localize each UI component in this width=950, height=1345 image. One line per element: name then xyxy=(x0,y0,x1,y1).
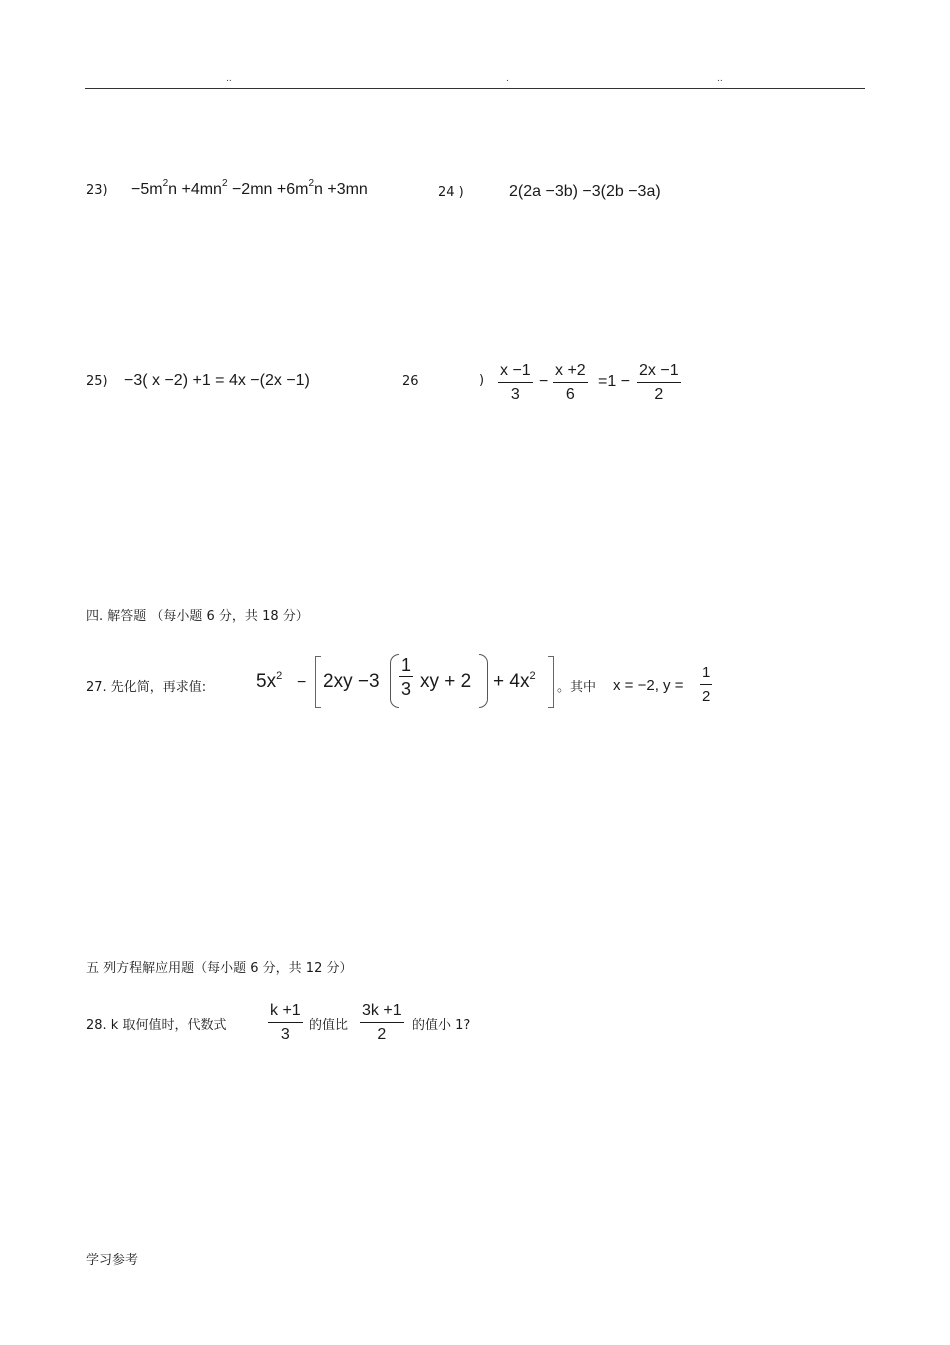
q26-f2-numerator: x +2 xyxy=(553,362,588,383)
header-mark-right: .. xyxy=(717,74,723,84)
q27-p5: + 4x xyxy=(493,671,530,692)
q27-left-square-bracket xyxy=(315,656,321,708)
header-rule xyxy=(85,88,865,89)
q26-paren: ) xyxy=(479,373,485,388)
q27-p1: 5x xyxy=(256,671,277,692)
q27-term-5x2 xyxy=(256,671,282,693)
q28-f2-denominator: 2 xyxy=(377,1026,387,1043)
q27-right-paren xyxy=(479,654,488,708)
q26-fraction-3 xyxy=(637,362,681,404)
q28-f2-numerator: 3k +1 xyxy=(360,1002,404,1023)
q28-label: 28. k 取何值时，代数式 xyxy=(86,1018,227,1033)
q23-exp2: 2 xyxy=(221,178,228,189)
q24-number: 24 ) xyxy=(438,185,464,200)
q25-number: 25) xyxy=(86,374,108,389)
q28-middle-text: 的值比 xyxy=(309,1018,349,1033)
q23-exp3: 2 xyxy=(308,178,315,189)
q27-tail: 。其中 xyxy=(557,680,597,695)
q27-term-xy-plus-2: xy + 2 xyxy=(420,671,472,692)
footer-text: 学习参考 xyxy=(86,1253,139,1268)
q27-exp1: 2 xyxy=(276,670,283,682)
q28-fraction-2 xyxy=(360,1002,404,1044)
q27-left-paren xyxy=(390,654,399,708)
q27-term-4x2 xyxy=(493,671,536,693)
q27-label: 27. 先化简，再求值: xyxy=(86,680,207,695)
q27-y-numerator: 1 xyxy=(700,664,712,685)
q26-operator-1: − xyxy=(539,373,549,390)
q26-operator-2: =1 − xyxy=(598,373,631,390)
q27-minus: − xyxy=(297,674,307,691)
q27-inner-fraction xyxy=(399,656,413,698)
q26-number: 26 xyxy=(402,374,419,389)
q23-term1: −5m xyxy=(131,181,163,198)
q23-expression xyxy=(131,178,368,199)
q26-f3-numerator: 2x −1 xyxy=(637,362,681,383)
q27-inner-denominator: 3 xyxy=(401,679,412,699)
q23-term3: −2mn +6m xyxy=(227,181,309,198)
q24-expression: 2(2a −3b) −3(2b −3a) xyxy=(509,183,661,200)
q27-exp2: 2 xyxy=(529,670,536,682)
q26-fraction-2 xyxy=(553,362,588,404)
q26-f1-numerator: x −1 xyxy=(498,362,533,383)
section-5-title: 五 列方程解应用题（每小题 6 分，共 12 分） xyxy=(86,961,353,976)
q27-right-square-bracket xyxy=(548,656,554,708)
header-mark-left: .. xyxy=(226,74,232,84)
q27-y-denominator: 2 xyxy=(702,688,711,705)
q23-term4: n +3mn xyxy=(314,181,368,198)
q26-fraction-1 xyxy=(498,362,533,404)
q23-exp1: 2 xyxy=(162,178,169,189)
q27-term-2xy-3: 2xy −3 xyxy=(323,671,380,692)
q27-y-fraction xyxy=(700,664,712,706)
q28-f1-denominator: 3 xyxy=(280,1026,290,1043)
q23-number: 23) xyxy=(86,183,108,198)
q28-tail: 的值小 1? xyxy=(412,1018,471,1033)
q23-term2: n +4mn xyxy=(168,181,222,198)
q26-f3-denominator: 2 xyxy=(654,386,664,403)
q26-f2-denominator: 6 xyxy=(565,386,575,403)
q27-condition: x = −2, y = xyxy=(613,677,684,694)
q26-f1-denominator: 3 xyxy=(510,386,520,403)
q25-expression: −3( x −2) +1 = 4x −(2x −1) xyxy=(124,372,310,389)
header-mark-center: . xyxy=(506,74,509,84)
q28-fraction-1 xyxy=(268,1002,303,1044)
q27-inner-numerator: 1 xyxy=(401,655,412,675)
section-4-title: 四. 解答题 （每小题 6 分，共 18 分） xyxy=(86,609,309,624)
q28-f1-numerator: k +1 xyxy=(268,1002,303,1023)
